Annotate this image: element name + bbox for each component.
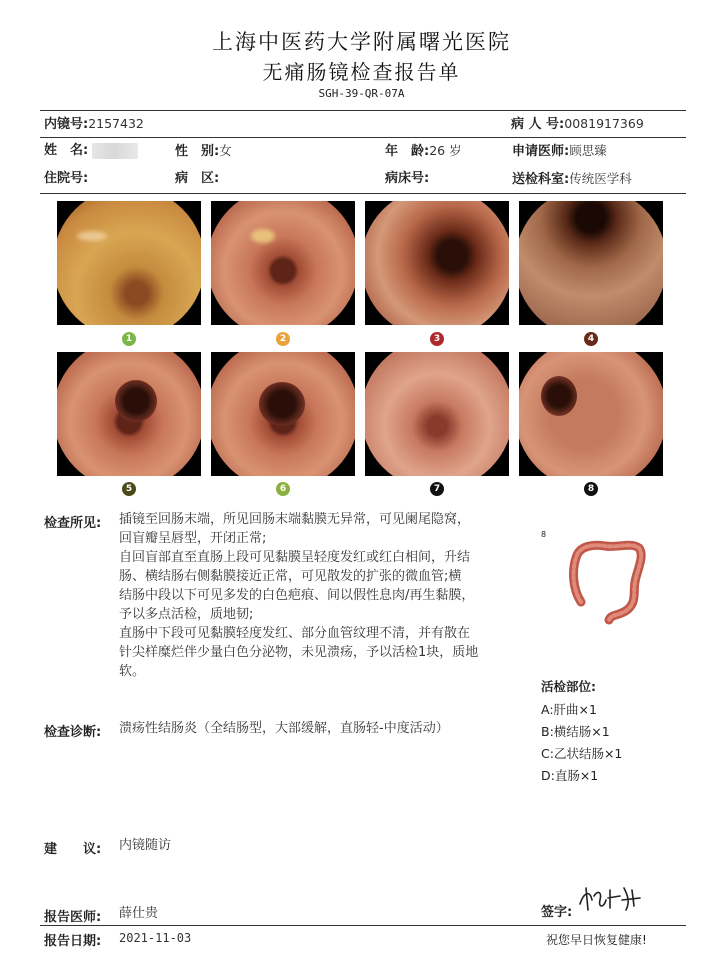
date-label: 报告日期:	[44, 934, 102, 949]
bed-no: 病床号:	[385, 171, 430, 186]
applying-doctor: 申请医师:顾思臻	[512, 143, 607, 159]
advice-text: 内镜随访	[119, 838, 172, 853]
endoscopy-image-2	[211, 201, 355, 325]
endoscopy-image-5	[57, 352, 201, 476]
endoscopy-image-6	[211, 352, 355, 476]
biopsy-item: A:肝曲×1	[541, 702, 597, 717]
report-title: 无痛肠镜检查报告单	[262, 60, 461, 84]
endo-no: 内镜号:2157432	[44, 116, 144, 132]
redacted-name	[92, 143, 138, 159]
endoscopy-image-8	[519, 352, 663, 476]
endoscopy-image-4	[519, 201, 663, 325]
patient-sex: 性 别:女	[175, 143, 232, 159]
patient-name: 姓 名:	[44, 142, 138, 160]
image-number-5: 5	[122, 482, 136, 496]
handwritten-signature	[576, 882, 646, 914]
patient-no: 病 人 号:0081917369	[511, 116, 644, 132]
diagnosis-label: 检查诊断:	[44, 725, 102, 740]
report-date: 2021-11-03	[119, 931, 192, 945]
advice-label: 建 议:	[44, 842, 102, 857]
wish-text: 祝您早日恢复健康!	[546, 933, 647, 947]
reporter-label: 报告医师:	[44, 910, 102, 925]
endoscopy-image-3	[365, 201, 509, 325]
image-number-2: 2	[276, 332, 290, 346]
dept: 送检科室:传统医学科	[512, 171, 632, 187]
endoscopy-image-7	[365, 352, 509, 476]
findings-text: 插镜至回肠末端，所见回肠末端黏膜无异常，可见阑尾隐窝， 回盲瓣呈唇型，开闭正常; 自回盲部直至直肠上段可见黏膜呈轻度发红或红白相间，升结 肠、横结肠右侧黏膜接近正常，可见散发的扩张的微血管;横 结肠中段以下可见多发的白色疤痕、间以假性息肉/再生黏膜， 予以多点活检，质地韧; 直肠中下段可见黏膜轻度发红、部分血管纹理不清，并有散在 针尖样糜烂伴少量白色分泌物，未见溃疡，予以活检1块，质地 软。	[119, 512, 479, 679]
biopsy-title: 活检部位:	[541, 679, 596, 694]
divider	[40, 137, 686, 138]
image-number-3: 3	[430, 332, 444, 346]
biopsy-item: C:乙状结肠×1	[541, 746, 623, 761]
biopsy-item: B:横结肠×1	[541, 724, 610, 739]
signature-label: 签字:	[541, 905, 573, 920]
image-number-7: 7	[430, 482, 444, 496]
biopsy-item: D:直肠×1	[541, 768, 599, 783]
endoscopy-image-1	[57, 201, 201, 325]
image-number-1: 1	[122, 332, 136, 346]
divider	[40, 925, 686, 926]
patient-age: 年 龄:26 岁	[385, 143, 462, 159]
hospital-name: 上海中医药大学附属曙光医院	[212, 30, 511, 54]
ward: 病 区:	[175, 171, 220, 186]
image-number-4: 4	[584, 332, 598, 346]
form-code: SGH-39-QR-07A	[318, 87, 405, 100]
image-number-8: 8	[584, 482, 598, 496]
divider	[40, 193, 686, 194]
image-number-6: 6	[276, 482, 290, 496]
divider	[40, 110, 686, 111]
diagnosis-text: 溃疡性结肠炎（全结肠型，大部缓解，直肠轻-中度活动）	[119, 721, 449, 736]
colon-diagram	[563, 530, 653, 625]
diagram-marker: 8	[541, 530, 547, 539]
reporter-name: 薛仕贵	[119, 906, 159, 921]
findings-label: 检查所见:	[44, 516, 102, 531]
inpatient-no: 住院号:	[44, 171, 89, 186]
